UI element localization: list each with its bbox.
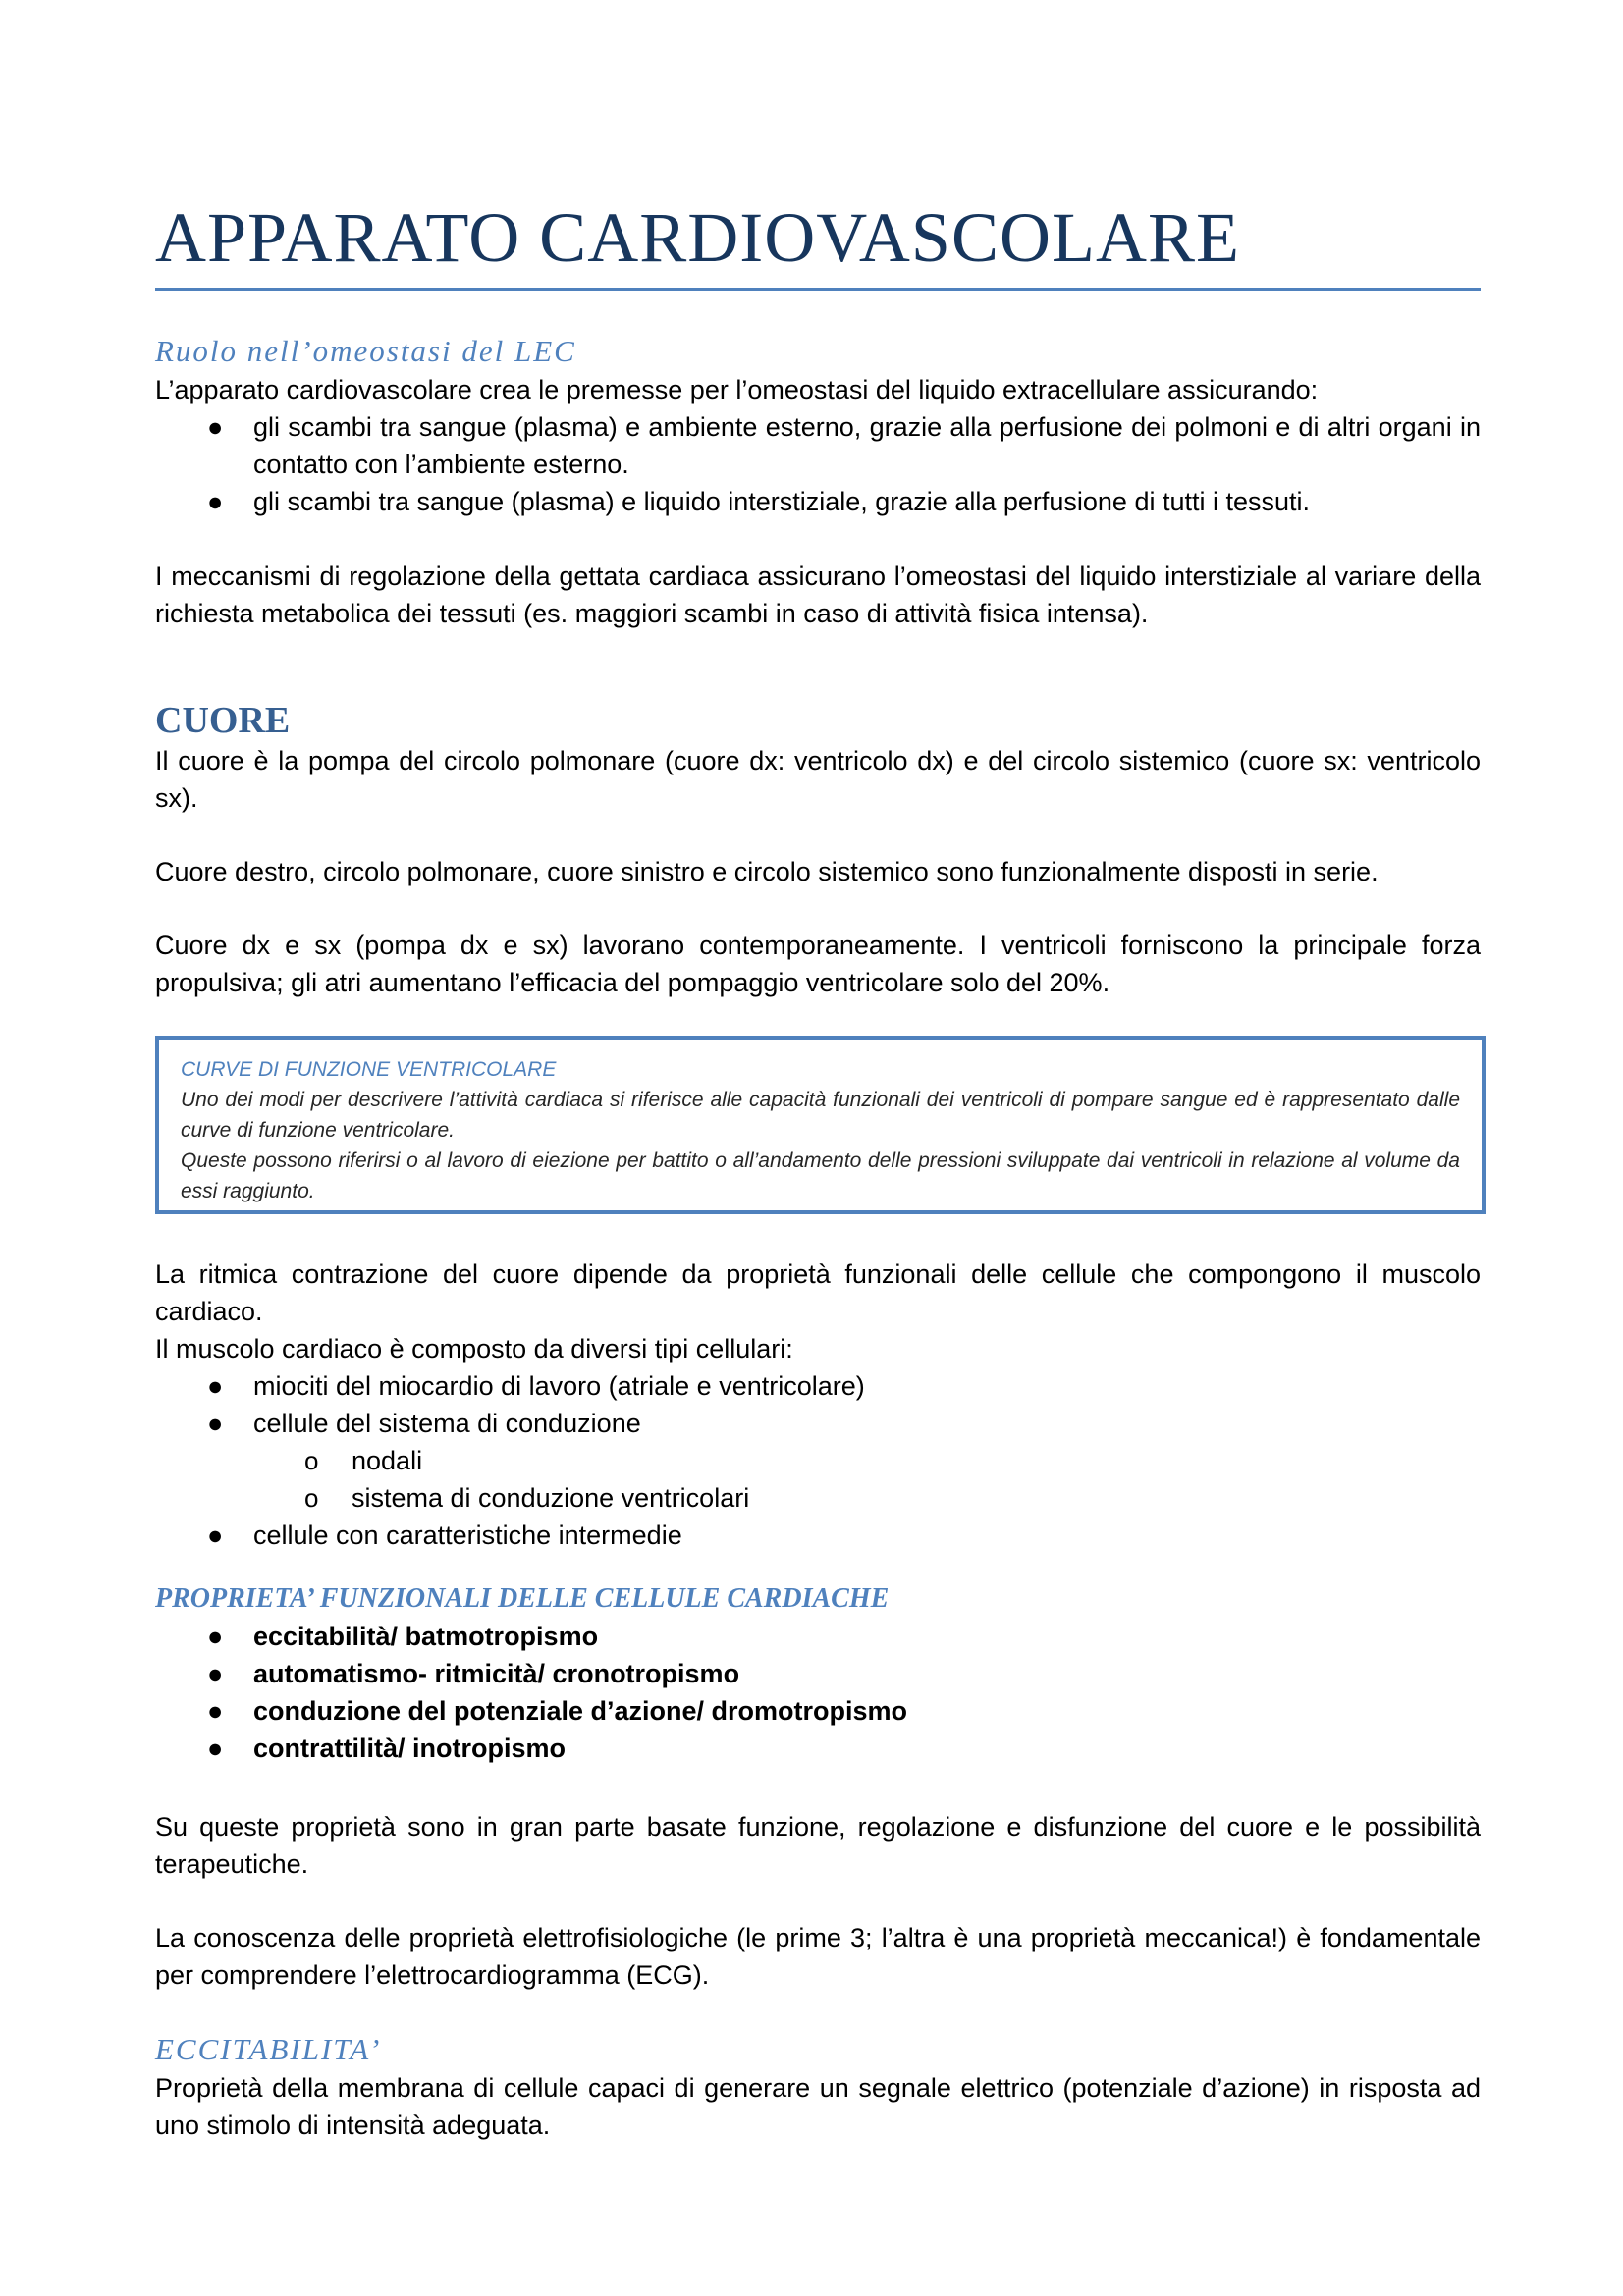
bullet-icon: ● <box>207 1696 224 1726</box>
eccitabilita-paragraph: Proprietà della membrana di cellule capaci di generare un segnale elettrico (potenziale d’azione) in risposta ad uno stimolo di intensità adeguata. <box>155 2073 1481 2140</box>
proprieta-bullet-list <box>155 1618 1481 1767</box>
list-item: ● cellule del sistema di conduzione o nodali o sistema di conduzione ventricolari <box>155 1405 1481 1517</box>
sub-bullet-icon: o <box>304 1483 319 1513</box>
section-cuore <box>155 699 1481 817</box>
section-muscolo <box>155 1255 1481 1554</box>
bullet-icon: ● <box>207 1734 224 1763</box>
section-proprieta <box>155 1580 1481 1767</box>
sub-bullet-icon: o <box>304 1446 319 1475</box>
list-item: ● cellule con caratteristiche intermedie <box>155 1517 1481 1554</box>
list-item: ● gli scambi tra sangue (plasma) e liquido interstiziale, grazie alla perfusione di tutti i tessuti. <box>155 483 1481 520</box>
list-item: ● automatismo- ritmicità/ cronotropismo <box>155 1655 1481 1692</box>
muscolo-bullet-list <box>155 1367 1481 1554</box>
muscolo-paragraph-1: La ritmica contrazione del cuore dipende da proprietà funzionali delle cellule che compongono il muscolo cardiaco. <box>155 1259 1481 1326</box>
bullet-icon: ● <box>207 1622 224 1651</box>
info-box-paragraph-1: Uno dei modi per descrivere l’attività cardiaca si riferisce alle capacità funzionali dei ventricoli di pompare sangue ed è rappresentato dalle curve di funzione ventricolare. <box>181 1089 1460 1142</box>
page-title: APPARATO CARDIOVASCOLARE <box>155 198 1240 277</box>
cuore-paragraph-2: Cuore destro, circolo polmonare, cuore sinistro e circolo sistemico sono funzionalmente disposti in serie. <box>155 857 1379 886</box>
proprieta-paragraph-2-block <box>155 1919 1481 1994</box>
muscolo-paragraph-2: Il muscolo cardiaco è composto da diversi tipi cellulari: <box>155 1334 793 1363</box>
cuore-paragraph-3-block <box>155 927 1481 1001</box>
info-box-title: CURVE DI FUNZIONE VENTRICOLARE <box>181 1058 557 1081</box>
section-heading-cuore: CUORE <box>155 700 291 741</box>
bullet-icon: ● <box>207 1659 224 1688</box>
list-item: ● conduzione del potenziale d’azione/ dromotropismo <box>155 1692 1481 1730</box>
proprieta-paragraph-2: La conoscenza delle proprietà elettrofisiologiche (le prime 3; l’altra è una proprietà meccanica!) è fondamentale per comprendere l’elettrocardiogramma (ECG). <box>155 1923 1481 1990</box>
cuore-paragraph-3: Cuore dx e sx (pompa dx e sx) lavorano contemporaneamente. I ventricoli forniscono la principale forza propulsiva; gli atri aumentano l’efficacia del pompaggio ventricolare solo del 20%. <box>155 931 1481 997</box>
bullet-icon: ● <box>207 1409 224 1438</box>
bullet-icon: ● <box>207 1521 224 1550</box>
section-heading-proprieta: PROPRIETA’ FUNZIONALI DELLE CELLULE CARDIACHE <box>155 1583 890 1614</box>
title-underline <box>155 288 1481 291</box>
list-item: ● eccitabilità/ batmotropismo <box>155 1618 1481 1655</box>
bullet-icon: ● <box>207 487 224 516</box>
cuore-paragraph-1: Il cuore è la pompa del circolo polmonare (cuore dx: ventricolo dx) e del circolo sistemico (cuore sx: ventricolo sx). <box>155 746 1481 813</box>
list-item: ● miociti del miocardio di lavoro (atriale e ventricolare) <box>155 1367 1481 1405</box>
sub-list-item: o sistema di conduzione ventricolari <box>155 1479 1481 1517</box>
ruolo-intro: L’apparato cardiovascolare crea le premesse per l’omeostasi del liquido extracellulare assicurando: <box>155 375 1319 404</box>
cuore-paragraph-2-block <box>155 853 1481 890</box>
list-item: ● contrattilità/ inotropismo <box>155 1730 1481 1767</box>
info-box-curve-funzione <box>155 1036 1486 1214</box>
bullet-icon: ● <box>207 1371 224 1401</box>
ruolo-bullet-list <box>155 408 1481 520</box>
proprieta-paragraph-1-block <box>155 1808 1481 1883</box>
list-item: ● gli scambi tra sangue (plasma) e ambiente esterno, grazie alla perfusione dei polmoni e di altri organi in contatto con l’ambiente esterno. <box>155 408 1481 483</box>
sub-list-item: o nodali <box>155 1442 1481 1479</box>
proprieta-paragraph-1: Su queste proprietà sono in gran parte basate funzione, regolazione e disfunzione del cuore e le possibilità terapeutiche. <box>155 1812 1481 1879</box>
bullet-icon: ● <box>207 412 224 442</box>
ruolo-paragraph: I meccanismi di regolazione della gettata cardiaca assicurano l’omeostasi del liquido interstiziale al variare della richiesta metabolica dei tessuti (es. maggiori scambi in caso di attività fisica intensa). <box>155 561 1481 628</box>
section-eccitabilita <box>155 2030 1481 2144</box>
ruolo-paragraph-block <box>155 558 1481 632</box>
sub-list <box>253 1442 1481 1517</box>
section-ruolo <box>155 332 1481 520</box>
section-heading-ruolo: Ruolo nell’omeostasi del LEC <box>155 334 576 368</box>
section-heading-eccitabilita: ECCITABILITA’ <box>155 2032 382 2066</box>
info-box-paragraph-2: Queste possono riferirsi o al lavoro di eiezione per battito o all’andamento delle pressioni sviluppate dai ventricoli in relazione al volume da essi raggiunto. <box>181 1149 1460 1202</box>
